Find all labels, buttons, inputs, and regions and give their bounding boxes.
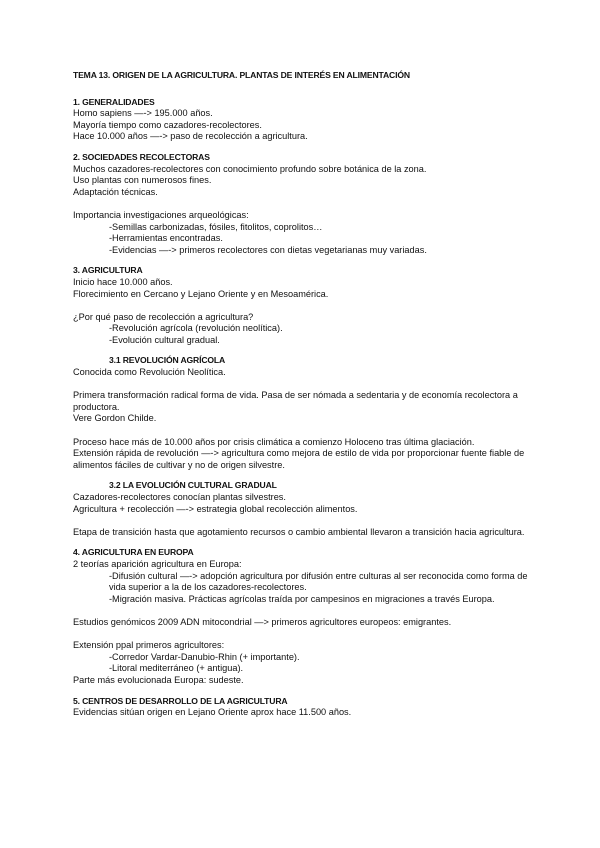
paragraph: Extensión rápida de revolución —-> agricultura como mejora de estilo de vida por proporcionar fuente fiable de alimentos fáciles de cultivar y no de origen silvestre.	[73, 448, 525, 470]
text-line: Evidencias sitúan origen en Lejano Oriente aprox hace 11.500 años.	[73, 707, 352, 718]
list-item: -Semillas carbonizadas, fósiles, fitolitos, coprolitos…	[109, 221, 323, 232]
text-line: Importancia investigaciones arqueológicas:	[73, 209, 249, 220]
list-item: -Revolución agrícola (revolución neolítica).	[109, 323, 283, 334]
text-line: Muchos cazadores-recolectores con conocimiento profundo sobre botánica de la zona.	[73, 163, 427, 174]
text-line: Florecimiento en Cercano y Lejano Oriente y en Mesoamérica.	[73, 288, 329, 299]
list-item: -Difusión cultural —-> adopción agricultura por difusión entre culturas al ser reconocida como forma de vida superior a la de los cazadores-recolectores.	[109, 570, 528, 593]
text-line: Extensión ppal primeros agricultores:	[73, 640, 225, 651]
text-line: ¿Por qué paso de recolección a agricultura?	[73, 311, 254, 322]
text-line: Cazadores-recolectores conocían plantas silvestres.	[73, 492, 286, 502]
list-item: -Corredor Vardar-Danubio-Rhin (+ importante).	[109, 651, 300, 662]
list-item: -Litoral mediterráneo (+ antigua).	[109, 663, 244, 674]
text-line: Conocida como Revolución Neolítica.	[73, 367, 226, 378]
text-line: Homo sapiens —-> 195.000 años.	[73, 108, 213, 119]
section-heading-generalidades: 1. GENERALIDADES	[73, 96, 155, 107]
text-line: Estudios genómicos 2009 ADN mitocondrial —> primeros agricultores europeos: emigrantes.	[73, 616, 452, 627]
text-line: Mayoría tiempo como cazadores-recolectores.	[73, 119, 262, 130]
text-line: Hace 10.000 años —-> paso de recolección a agricultura.	[73, 131, 308, 142]
subsection-heading-evolucion-cultural: 3.2 LA EVOLUCIÓN CULTURAL GRADUAL	[109, 480, 277, 491]
text-line: Inicio hace 10.000 años.	[73, 276, 173, 287]
document-title: TEMA 13. ORIGEN DE LA AGRICULTURA. PLANTAS DE INTERÉS EN ALIMENTACIÓN	[73, 70, 410, 80]
text-line: Etapa de transición hasta que agotamiento recursos o cambio ambiental llevaron a transición hacia agricultura.	[73, 526, 525, 537]
text-line: Uso plantas con numerosos fines.	[73, 175, 212, 186]
text-line: Adaptación técnicas.	[73, 186, 158, 197]
text-line: Parte más evolucionada Europa: sudeste.	[73, 674, 244, 685]
section-heading-agricultura: 3. AGRICULTURA	[73, 265, 143, 276]
subsection-heading-revolucion-agricola: 3.1 REVOLUCIÓN AGRÍCOLA	[109, 355, 226, 366]
text-line: 2 teorías aparición agricultura en Europa:	[73, 558, 242, 569]
document-page	[73, 70, 543, 719]
list-item: -Migración masiva. Prácticas agrícolas traída por campesinos en migraciones a través Europa.	[109, 593, 495, 604]
list-item: -Evolución cultural gradual.	[109, 334, 220, 345]
paragraph: Primera transformación radical forma de vida. Pasa de ser nómada a sedentaria y de economía recolectora a productora.	[73, 390, 518, 412]
section-heading-centros-desarrollo: 5. CENTROS DE DESARROLLO DE LA AGRICULTURA	[73, 695, 288, 706]
text-line: Proceso hace más de 10.000 años por crisis climática a comienzo Holoceno tras última glaciación.	[73, 436, 475, 447]
section-heading-sociedades-recolectoras: 2. SOCIEDADES RECOLECTORAS	[73, 151, 210, 162]
text-line: Vere Gordon Childe.	[73, 413, 157, 424]
list-item: -Herramientas encontradas.	[109, 233, 223, 244]
list-item: -Evidencias —-> primeros recolectores con dietas vegetarianas muy variadas.	[109, 244, 427, 255]
section-heading-agricultura-europa: 4. AGRICULTURA EN EUROPA	[73, 547, 194, 558]
text-line: Agricultura + recolección —-> estrategia global recolección alimentos.	[73, 503, 358, 514]
